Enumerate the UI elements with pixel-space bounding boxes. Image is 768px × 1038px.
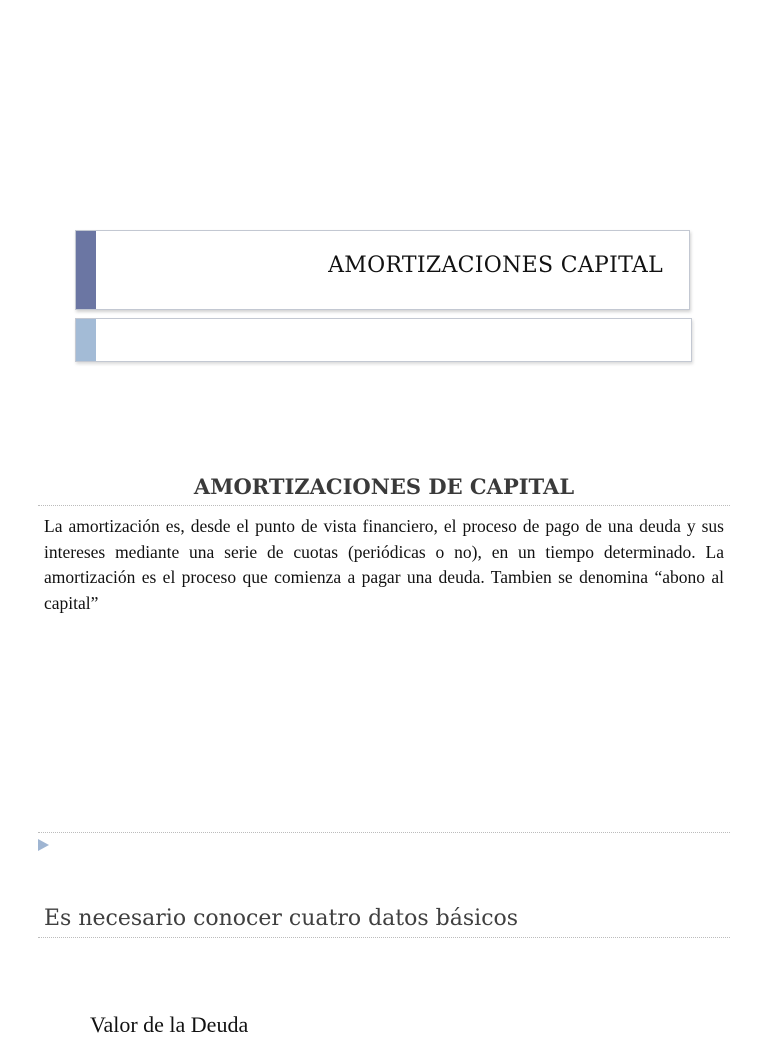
subtitle-accent-bar	[76, 319, 96, 361]
partial-list-item: Valor de la Deuda	[90, 1012, 249, 1037]
slide-title-box	[75, 230, 690, 310]
section-heading: AMORTIZACIONES DE CAPITAL	[193, 474, 575, 499]
subheading-divider	[38, 937, 730, 938]
next-section-heading: Es necesario conocer cuatro datos básicos	[44, 906, 519, 931]
section-divider	[38, 832, 730, 833]
heading-divider	[38, 505, 730, 506]
slide-subtitle-box	[75, 318, 692, 362]
triangle-bullet-icon	[38, 839, 49, 851]
title-accent-bar	[76, 231, 96, 309]
definition-paragraph: La amortización es, desde el punto de vista financiero, el proceso de pago de una deuda y sus intereses mediante una serie de cuotas (periódicas o no), en un tiempo determinado. La amortización es el proceso que comienza a pagar una deuda. Tambien se denomina “abono al capital”	[44, 516, 724, 613]
slide-title: AMORTIZACIONES CAPITAL	[328, 253, 663, 278]
